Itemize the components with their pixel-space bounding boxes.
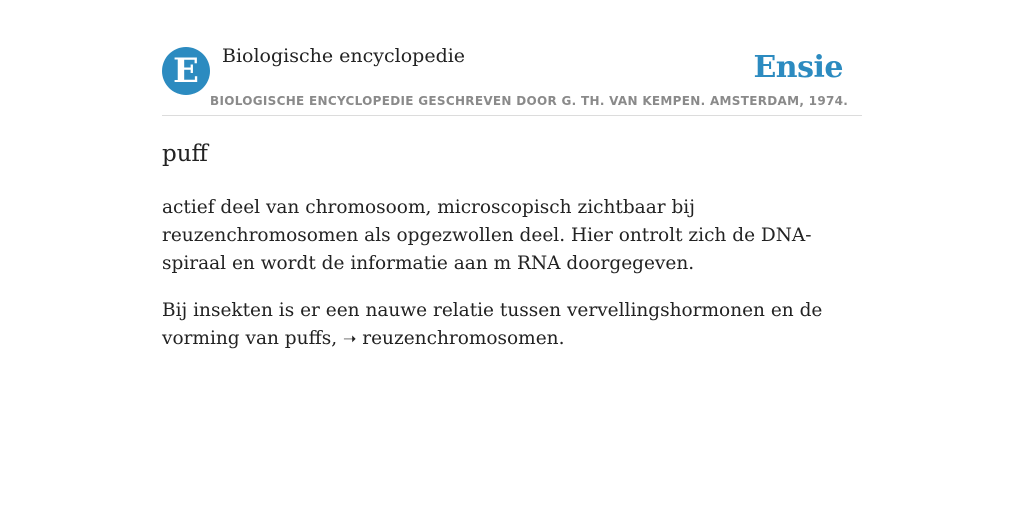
- encyclopedia-subtitle: BIOLOGISCHE ENCYCLOPEDIE GESCHREVEN DOOR G. TH. VAN KEMPEN. AMSTERDAM, 1974.: [210, 94, 849, 108]
- brand-logo[interactable]: Ensie: [753, 50, 843, 85]
- paragraph-text: Bij insekten is er een nauwe relatie tussen vervellingshormonen en de vorming van puffs,: [162, 300, 823, 349]
- headword: puff: [162, 141, 208, 167]
- site-title[interactable]: Biologische encyclopedie: [222, 45, 466, 67]
- cross-reference-link[interactable]: reuzenchromosomen: [362, 328, 559, 349]
- logo-icon[interactable]: E: [162, 47, 210, 95]
- arrow-icon: ➝: [342, 329, 357, 348]
- sentence-end: .: [558, 328, 565, 349]
- definition-paragraph: actief deel van chromosoom, microscopisch zichtbaar bij reuzenchromosomen als opgezwollen deel. Hier ontrolt zich de DNA-spiraal en wordt de informatie aan m RNA doorgegeven.: [162, 197, 812, 274]
- entry: [162, 138, 864, 372]
- header: [162, 0, 862, 116]
- definition: [162, 194, 864, 353]
- definition-paragraph: [162, 297, 864, 353]
